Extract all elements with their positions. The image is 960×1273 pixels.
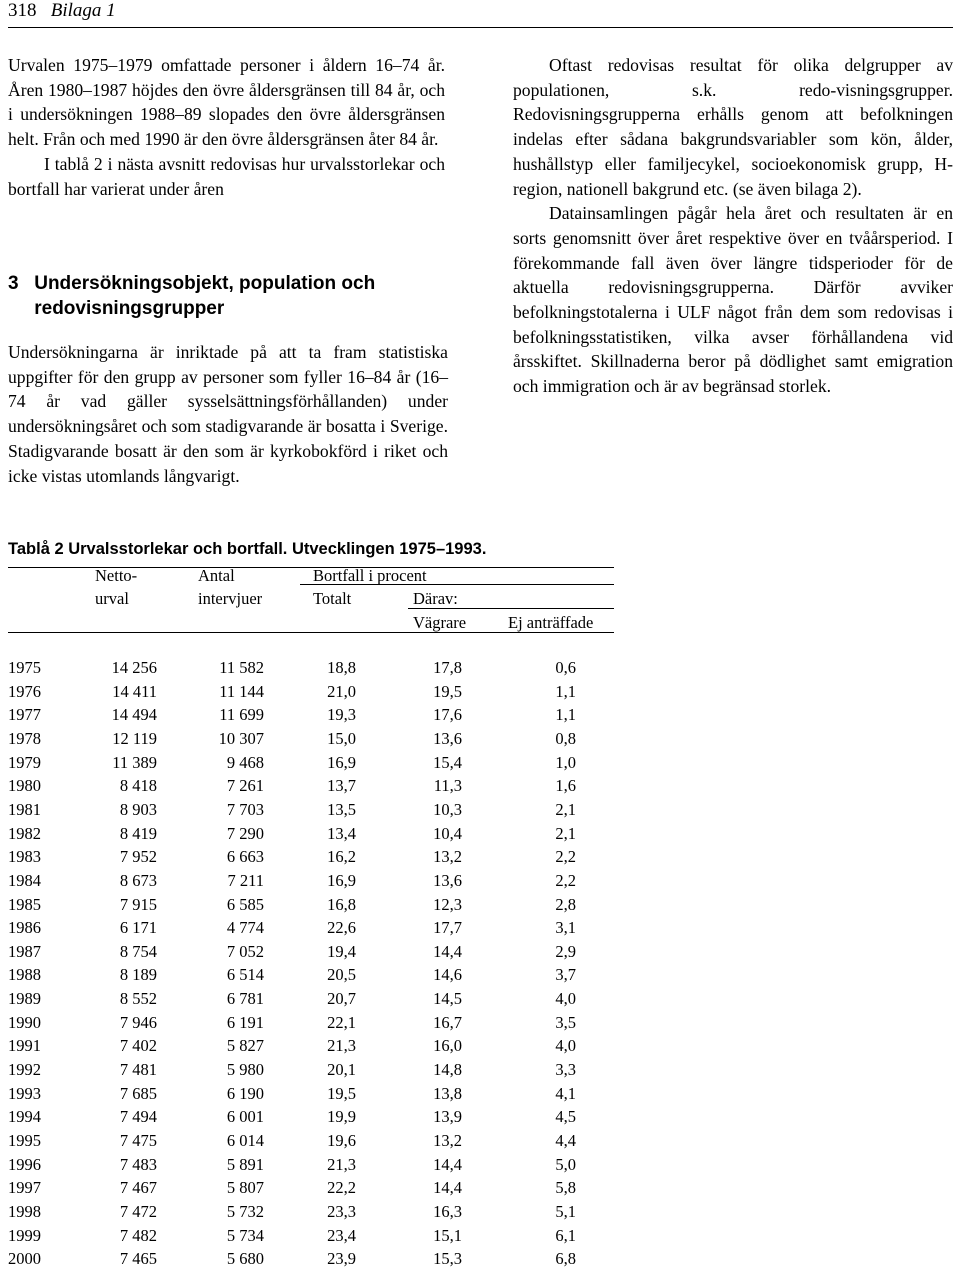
- table-row: [0, 1060, 960, 1084]
- cell-ej-antraffade: 6,8: [555, 1249, 576, 1269]
- cell-year: 1983: [8, 847, 41, 867]
- cell-vagrare: 17,7: [433, 918, 462, 938]
- cell-intervjuer: 5 980: [226, 1060, 264, 1080]
- table-row: [0, 942, 960, 966]
- cell-year: 1976: [8, 681, 41, 701]
- col-header-antal: intervjuer: [198, 589, 263, 608]
- heading-text: Undersökningsobjekt, population och redovisningsgrupper: [34, 273, 376, 319]
- col-header-darav: Därav:: [413, 589, 458, 608]
- cell-totalt: 16,9: [327, 870, 356, 890]
- cell-vagrare: 11,3: [433, 776, 462, 796]
- cell-ej-antraffade: 1,6: [555, 776, 576, 796]
- paragraph: Undersökningarna är inriktade på att ta fram statistiska uppgifter för den grupp av personer som fyller 16–84 år (16–74 år vad gäller sysselsättningsförhållanden) under undersökningsåret och som stadigvarande är bosatta i Sverige. Stadigvarande bosatt är den som är kyrkobokförd i riket och icke vistas utomlands långvarigt.: [8, 342, 448, 486]
- cell-vagrare: 14,5: [433, 989, 462, 1009]
- cell-year: 1982: [8, 823, 41, 843]
- cell-vagrare: 13,8: [433, 1083, 462, 1103]
- cell-intervjuer: 10 307: [218, 728, 264, 748]
- cell-totalt: 20,7: [327, 989, 356, 1009]
- cell-nettourval: 7 494: [119, 1107, 157, 1127]
- table-row: [0, 682, 960, 706]
- cell-nettourval: 7 467: [119, 1178, 157, 1198]
- cell-ej-antraffade: 4,0: [555, 1036, 576, 1056]
- cell-nettourval: 7 482: [119, 1225, 157, 1245]
- table-row: [0, 729, 960, 753]
- cell-year: 1993: [8, 1083, 41, 1103]
- page-number: 318: [8, 0, 37, 21]
- table-row: [0, 895, 960, 919]
- cell-vagrare: 12,3: [433, 894, 462, 914]
- cell-year: 1996: [8, 1154, 41, 1174]
- cell-intervjuer: 6 190: [226, 1083, 264, 1103]
- cell-nettourval: 8 673: [119, 870, 157, 890]
- cell-totalt: 20,5: [327, 965, 356, 985]
- cell-intervjuer: 5 807: [226, 1178, 264, 1198]
- cell-vagrare: 14,6: [433, 965, 462, 985]
- paragraph: Datainsamlingen pågår hela året och resultaten är en sorts genomsnitt över året respektive över en tvåårsperiod. I förekommande fall även över längre tidsperioder för de aktuella redovisningsgrupperna. Därför avviker befolkningstotalerna i ULF något från dem som redovisas i befolkningsstatistiken, vilka avser förhållandena vid årsskiftet. Skillnaderna beror på dödlighet samt emigration och immigration och är av begränsad storlek.: [513, 203, 953, 397]
- cell-nettourval: 14 256: [111, 658, 157, 677]
- cell-year: 1981: [8, 799, 41, 819]
- page-header: [8, 0, 116, 22]
- cell-ej-antraffade: 2,8: [555, 894, 576, 914]
- cell-year: 1992: [8, 1060, 41, 1080]
- cell-totalt: 23,4: [327, 1225, 356, 1245]
- cell-ej-antraffade: 2,1: [555, 799, 576, 819]
- cell-vagrare: 10,4: [433, 823, 462, 843]
- cell-ej-antraffade: 4,0: [555, 989, 576, 1009]
- cell-nettourval: 8 419: [119, 823, 157, 843]
- cell-nettourval: 7 952: [119, 847, 157, 867]
- table-row: [0, 753, 960, 777]
- table-row: [0, 1202, 960, 1226]
- cell-year: 1998: [8, 1201, 41, 1221]
- heading-number: 3: [8, 273, 19, 294]
- cell-nettourval: 7 481: [119, 1060, 157, 1080]
- cell-nettourval: 8 189: [119, 965, 157, 985]
- cell-intervjuer: 7 052: [226, 941, 264, 961]
- cell-intervjuer: 6 014: [226, 1131, 264, 1150]
- cell-nettourval: 7 946: [119, 1012, 157, 1032]
- cell-year: 1975: [8, 658, 41, 677]
- cell-vagrare: 15,3: [433, 1249, 462, 1269]
- cell-intervjuer: 6 663: [226, 847, 264, 867]
- cell-intervjuer: 7 261: [226, 776, 264, 796]
- cell-nettourval: 8 754: [119, 941, 157, 961]
- cell-ej-antraffade: 2,1: [555, 823, 576, 843]
- col-header-totalt: Totalt: [313, 589, 352, 608]
- cell-ej-antraffade: 1,1: [555, 705, 576, 725]
- table-row: [0, 1131, 960, 1155]
- cell-ej-antraffade: 5,8: [555, 1178, 576, 1198]
- cell-totalt: 21,3: [327, 1154, 356, 1174]
- table-row: [0, 847, 960, 871]
- cell-intervjuer: 6 191: [226, 1012, 264, 1032]
- cell-totalt: 16,9: [327, 752, 356, 772]
- paragraph: Urvalen 1975–1979 omfattade personer i åldern 16–74 år. Åren 1980–1987 höjdes den övre åldersgränsen till 84 år, och i undersökningen 1988–89 slopades den övre åldersgränsen helt. Från och med 1990 är den övre åldersgränsen åter 84 år.: [8, 55, 445, 150]
- cell-year: 1989: [8, 989, 41, 1009]
- cell-intervjuer: 5 734: [226, 1225, 264, 1245]
- cell-nettourval: 8 418: [119, 776, 157, 796]
- cell-vagrare: 16,7: [433, 1012, 462, 1032]
- cell-vagrare: 13,2: [433, 1131, 462, 1150]
- cell-ej-antraffade: 2,2: [555, 870, 576, 890]
- cell-year: 1986: [8, 918, 41, 938]
- cell-nettourval: 7 472: [119, 1201, 157, 1221]
- cell-nettourval: 11 389: [112, 752, 157, 772]
- cell-ej-antraffade: 4,5: [555, 1107, 576, 1127]
- header-rule: [8, 27, 953, 28]
- cell-vagrare: 16,3: [433, 1201, 462, 1221]
- cell-intervjuer: 6 514: [226, 965, 264, 985]
- cell-ej-antraffade: 4,4: [555, 1131, 576, 1150]
- cell-intervjuer: 5 732: [226, 1201, 264, 1221]
- cell-year: 1997: [8, 1178, 41, 1198]
- section-title: Bilaga 1: [50, 0, 116, 21]
- table-row: [0, 871, 960, 895]
- cell-ej-antraffade: 6,1: [555, 1225, 576, 1245]
- cell-year: 2000: [8, 1249, 41, 1269]
- cell-nettourval: 7 465: [119, 1249, 157, 1269]
- cell-totalt: 13,7: [327, 776, 356, 796]
- cell-totalt: 19,3: [327, 705, 356, 725]
- cell-totalt: 13,5: [327, 799, 356, 819]
- cell-totalt: 13,4: [327, 823, 356, 843]
- cell-vagrare: 14,8: [433, 1060, 462, 1080]
- cell-ej-antraffade: 3,3: [555, 1060, 576, 1080]
- cell-year: 1978: [8, 728, 41, 748]
- cell-ej-antraffade: 3,5: [555, 1012, 576, 1032]
- cell-nettourval: 7 475: [119, 1131, 157, 1150]
- cell-totalt: 16,2: [327, 847, 356, 867]
- table-row: [0, 1155, 960, 1179]
- cell-totalt: 19,9: [327, 1107, 356, 1127]
- cell-ej-antraffade: 0,6: [555, 658, 576, 677]
- cell-vagrare: 19,5: [433, 681, 462, 701]
- cell-vagrare: 13,2: [433, 847, 462, 867]
- cell-intervjuer: 6 585: [226, 894, 264, 914]
- cell-ej-antraffade: 4,1: [555, 1083, 576, 1103]
- cell-year: 1979: [8, 752, 41, 772]
- cell-vagrare: 15,4: [433, 752, 462, 772]
- col-header-ej-antraffade: Ej anträffade: [508, 613, 594, 632]
- cell-ej-antraffade: 5,1: [555, 1201, 576, 1221]
- cell-vagrare: 14,4: [433, 1154, 462, 1174]
- cell-totalt: 20,1: [327, 1060, 356, 1080]
- col-header-bortfall: Bortfall i procent: [313, 566, 427, 585]
- cell-vagrare: 13,6: [433, 870, 462, 890]
- cell-vagrare: 15,1: [433, 1225, 462, 1245]
- cell-intervjuer: 7 290: [226, 823, 264, 843]
- cell-vagrare: 17,6: [433, 705, 462, 725]
- table-row: [0, 658, 960, 682]
- cell-intervjuer: 11 582: [219, 658, 264, 677]
- cell-nettourval: 7 483: [119, 1154, 157, 1174]
- cell-intervjuer: 9 468: [226, 752, 264, 772]
- cell-intervjuer: 7 211: [227, 870, 264, 890]
- cell-totalt: 21,3: [327, 1036, 356, 1056]
- cell-year: 1991: [8, 1036, 41, 1056]
- cell-ej-antraffade: 2,9: [555, 941, 576, 961]
- table-row: [0, 1084, 960, 1108]
- cell-nettourval: 8 552: [119, 989, 157, 1009]
- table-row: [0, 776, 960, 800]
- cell-vagrare: 16,0: [433, 1036, 462, 1056]
- cell-ej-antraffade: 0,8: [555, 728, 576, 748]
- cell-intervjuer: 5 827: [226, 1036, 264, 1056]
- cell-totalt: 16,8: [327, 894, 356, 914]
- table-row: [0, 800, 960, 824]
- cell-year: 1999: [8, 1225, 41, 1245]
- left-column-top: [8, 53, 445, 201]
- cell-nettourval: 8 903: [119, 799, 157, 819]
- cell-year: 1995: [8, 1131, 41, 1150]
- cell-totalt: 21,0: [327, 681, 356, 701]
- table-row: [0, 965, 960, 989]
- cell-intervjuer: 5 680: [226, 1249, 264, 1269]
- cell-vagrare: 17,8: [433, 658, 462, 677]
- table-row: [0, 989, 960, 1013]
- cell-year: 1987: [8, 941, 41, 961]
- table-row: [0, 1226, 960, 1250]
- table-caption: Tablå 2 Urvalsstorlekar och bortfall. Utvecklingen 1975–1993.: [8, 540, 487, 558]
- cell-intervjuer: 6 781: [226, 989, 264, 1009]
- cell-intervjuer: 11 699: [219, 705, 264, 725]
- cell-intervjuer: 11 144: [219, 681, 264, 701]
- table-row: [0, 918, 960, 942]
- cell-ej-antraffade: 2,2: [555, 847, 576, 867]
- col-header-vagrare: Vägrare: [413, 613, 467, 632]
- cell-totalt: 19,5: [327, 1083, 356, 1103]
- cell-ej-antraffade: 5,0: [555, 1154, 576, 1174]
- cell-year: 1994: [8, 1107, 41, 1127]
- table-row: [0, 824, 960, 848]
- cell-totalt: 15,0: [327, 728, 356, 748]
- cell-year: 1977: [8, 705, 41, 725]
- cell-totalt: 22,6: [327, 918, 356, 938]
- cell-totalt: 18,8: [327, 658, 356, 677]
- cell-year: 1985: [8, 894, 41, 914]
- cell-year: 1984: [8, 870, 41, 890]
- table-row: [0, 1036, 960, 1060]
- cell-nettourval: 7 915: [119, 894, 157, 914]
- cell-vagrare: 13,6: [433, 728, 462, 748]
- cell-nettourval: 12 119: [112, 728, 157, 748]
- cell-totalt: 23,9: [327, 1249, 356, 1269]
- cell-intervjuer: 6 001: [226, 1107, 264, 1127]
- section-heading: [8, 271, 448, 321]
- cell-totalt: 23,3: [327, 1201, 356, 1221]
- cell-nettourval: 14 494: [111, 705, 157, 725]
- cell-ej-antraffade: 1,1: [555, 681, 576, 701]
- cell-vagrare: 13,9: [433, 1107, 462, 1127]
- cell-ej-antraffade: 3,1: [555, 918, 576, 938]
- cell-intervjuer: 7 703: [226, 799, 264, 819]
- table-row: [0, 1013, 960, 1037]
- col-header-netto: urval: [95, 589, 129, 608]
- cell-vagrare: 14,4: [433, 941, 462, 961]
- cell-year: 1980: [8, 776, 41, 796]
- right-column: [513, 53, 953, 399]
- table-row: [0, 1178, 960, 1202]
- cell-totalt: 19,6: [327, 1131, 356, 1150]
- table-row: [0, 705, 960, 729]
- left-column-bottom: [8, 340, 448, 488]
- col-header-antal: Antal: [198, 566, 235, 585]
- cell-totalt: 22,2: [327, 1178, 356, 1198]
- cell-totalt: 22,1: [327, 1012, 356, 1032]
- cell-nettourval: 14 411: [112, 681, 157, 701]
- paragraph: Oftast redovisas resultat för olika delgrupper av populationen, s.k. redo-visningsgrupper. Redovisningsgrupperna erhålls genom att befolkningen indelas efter sådana bakgrundsvariabler som kön, ålder, hushållstyp eller familjecykel, socioekonomisk grupp, H-region, nationell bakgrund etc. (se även bilaga 2).: [513, 55, 953, 199]
- table-row: [0, 1107, 960, 1131]
- table-row: [0, 1249, 960, 1273]
- cell-nettourval: 7 685: [119, 1083, 157, 1103]
- col-header-netto: Netto-: [95, 566, 138, 585]
- cell-nettourval: 7 402: [119, 1036, 157, 1056]
- cell-year: 1988: [8, 965, 41, 985]
- cell-vagrare: 10,3: [433, 799, 462, 819]
- cell-nettourval: 6 171: [119, 918, 157, 938]
- cell-vagrare: 14,4: [433, 1178, 462, 1198]
- cell-ej-antraffade: 1,0: [555, 752, 576, 772]
- cell-totalt: 19,4: [327, 941, 356, 961]
- cell-intervjuer: 4 774: [226, 918, 264, 938]
- cell-year: 1990: [8, 1012, 41, 1032]
- cell-ej-antraffade: 3,7: [555, 965, 576, 985]
- cell-intervjuer: 5 891: [226, 1154, 264, 1174]
- paragraph: I tablå 2 i nästa avsnitt redovisas hur urvalsstorlekar och bortfall har varierat under åren: [8, 153, 445, 199]
